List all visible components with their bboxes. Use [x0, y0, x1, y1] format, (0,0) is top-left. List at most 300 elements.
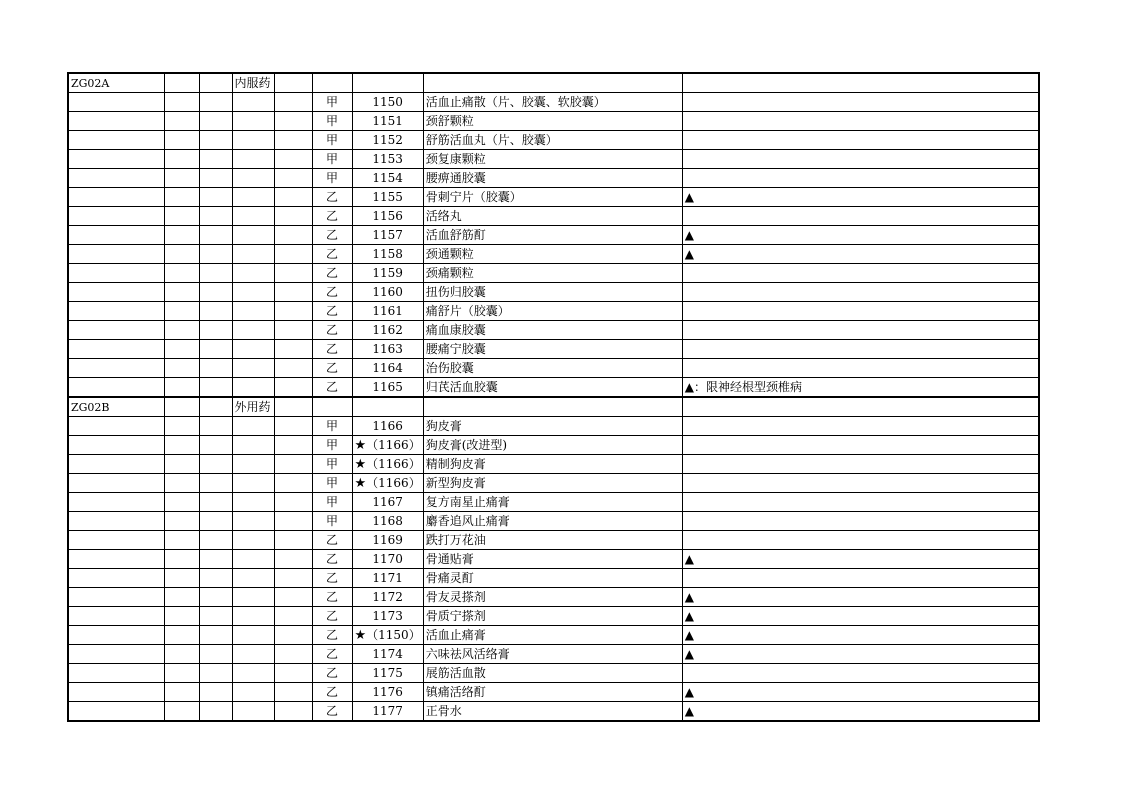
blank-cell [164, 550, 199, 569]
category-row [68, 73, 1039, 93]
category-cell [232, 588, 274, 607]
blank-cell [199, 550, 232, 569]
drug-name-cell: 颈通颗粒 [423, 245, 682, 264]
type-cell: 甲 [312, 150, 352, 169]
table-row [68, 169, 1039, 188]
type-cell: 甲 [312, 169, 352, 188]
number-cell: ★（1166） [352, 455, 423, 474]
category-cell [232, 702, 274, 722]
number-cell: 1159 [352, 264, 423, 283]
drug-name-cell: 骨质宁搽剂 [423, 607, 682, 626]
code-cell [68, 683, 164, 702]
blank-cell [164, 397, 199, 417]
drug-name-cell: 骨通贴膏 [423, 550, 682, 569]
table-row [68, 245, 1039, 264]
category-cell [232, 359, 274, 378]
table-row [68, 683, 1039, 702]
blank-cell [164, 188, 199, 207]
drug-name-cell: 跌打万花油 [423, 531, 682, 550]
number-cell: 1151 [352, 112, 423, 131]
table-row [68, 569, 1039, 588]
note-cell [682, 150, 1039, 169]
category-cell [232, 474, 274, 493]
number-cell: ★（1166） [352, 474, 423, 493]
blank-cell [199, 455, 232, 474]
blank-cell [274, 302, 312, 321]
note-cell [682, 683, 1039, 702]
category-cell [232, 645, 274, 664]
number-cell: 1171 [352, 569, 423, 588]
triangle-icon: ▲ [684, 685, 694, 699]
number-cell: 1161 [352, 302, 423, 321]
drug-name-cell: 痛舒片（胶囊） [423, 302, 682, 321]
code-cell [68, 340, 164, 359]
blank-cell [164, 283, 199, 302]
blank-cell [164, 645, 199, 664]
blank-cell [274, 321, 312, 340]
code-cell [68, 512, 164, 531]
triangle-icon: ▲ [684, 247, 694, 261]
category-cell [232, 169, 274, 188]
blank-cell [199, 436, 232, 455]
blank-cell [164, 512, 199, 531]
note-cell [682, 340, 1039, 359]
blank-cell [274, 474, 312, 493]
number-cell: 1173 [352, 607, 423, 626]
drug-name-cell: 归芪活血胶囊 [423, 378, 682, 398]
number-cell: 1174 [352, 645, 423, 664]
blank-cell [274, 226, 312, 245]
blank-cell [199, 378, 232, 398]
category-cell [232, 93, 274, 112]
blank-cell [274, 683, 312, 702]
blank-cell [164, 378, 199, 398]
category-cell [232, 188, 274, 207]
blank-cell [274, 550, 312, 569]
drug-name-cell: 六味祛风活络膏 [423, 645, 682, 664]
blank-cell [164, 569, 199, 588]
type-cell: 甲 [312, 93, 352, 112]
blank-cell [274, 702, 312, 722]
note-cell [682, 588, 1039, 607]
blank-cell [274, 207, 312, 226]
type-cell: 乙 [312, 550, 352, 569]
blank-cell [164, 340, 199, 359]
drug-name-cell: 颈舒颗粒 [423, 112, 682, 131]
code-cell [68, 474, 164, 493]
note-cell [682, 417, 1039, 436]
drug-name-cell [423, 397, 682, 417]
type-cell: 乙 [312, 226, 352, 245]
type-cell: 乙 [312, 588, 352, 607]
note-cell [682, 512, 1039, 531]
category-cell [232, 302, 274, 321]
blank-cell [274, 93, 312, 112]
number-cell: 1167 [352, 493, 423, 512]
table-row [68, 417, 1039, 436]
type-cell: 乙 [312, 664, 352, 683]
number-cell: 1162 [352, 321, 423, 340]
category-cell [232, 283, 274, 302]
blank-cell [274, 493, 312, 512]
triangle-icon: ▲ [684, 190, 694, 204]
code-cell [68, 664, 164, 683]
note-cell [682, 455, 1039, 474]
table-row [68, 474, 1039, 493]
drug-name-cell: 骨痛灵酊 [423, 569, 682, 588]
drug-name-cell: 活血舒筋酊 [423, 226, 682, 245]
code-cell [68, 188, 164, 207]
number-cell: 1152 [352, 131, 423, 150]
table-row [68, 93, 1039, 112]
blank-cell [274, 378, 312, 398]
table-row [68, 283, 1039, 302]
blank-cell [274, 73, 312, 93]
type-cell: 甲 [312, 417, 352, 436]
number-cell [352, 73, 423, 93]
category-cell [232, 264, 274, 283]
table-row [68, 626, 1039, 645]
blank-cell [274, 607, 312, 626]
table-row [68, 702, 1039, 722]
type-cell: 甲 [312, 455, 352, 474]
blank-cell [199, 417, 232, 436]
blank-cell [274, 131, 312, 150]
note-cell [682, 607, 1039, 626]
note-cell [682, 702, 1039, 722]
blank-cell [164, 245, 199, 264]
blank-cell [274, 169, 312, 188]
table-row [68, 359, 1039, 378]
note-cell [682, 302, 1039, 321]
table-row [68, 531, 1039, 550]
blank-cell [164, 112, 199, 131]
category-cell [232, 340, 274, 359]
blank-cell [164, 474, 199, 493]
triangle-icon: ▲ [684, 609, 694, 623]
table-row [68, 512, 1039, 531]
type-cell: 乙 [312, 702, 352, 722]
blank-cell [199, 245, 232, 264]
category-cell [232, 321, 274, 340]
type-cell: 乙 [312, 569, 352, 588]
type-cell: 乙 [312, 245, 352, 264]
note-cell [682, 321, 1039, 340]
blank-cell [274, 188, 312, 207]
code-cell [68, 493, 164, 512]
code-cell [68, 226, 164, 245]
drug-name-cell: 活血止痛散（片、胶囊、软胶囊） [423, 93, 682, 112]
category-cell [232, 207, 274, 226]
blank-cell [274, 455, 312, 474]
drug-name-cell: 麝香追风止痛膏 [423, 512, 682, 531]
blank-cell [274, 664, 312, 683]
type-cell: 乙 [312, 283, 352, 302]
note-cell [682, 283, 1039, 302]
blank-cell [199, 664, 232, 683]
blank-cell [164, 150, 199, 169]
table-row [68, 493, 1039, 512]
blank-cell [274, 340, 312, 359]
number-cell: 1176 [352, 683, 423, 702]
drug-name-cell: 颈复康颗粒 [423, 150, 682, 169]
note-cell [682, 112, 1039, 131]
table-row [68, 436, 1039, 455]
type-cell: 乙 [312, 607, 352, 626]
type-cell: 乙 [312, 378, 352, 398]
code-cell [68, 264, 164, 283]
note-cell [682, 474, 1039, 493]
code-cell [68, 378, 164, 398]
code-cell [68, 150, 164, 169]
blank-cell [274, 397, 312, 417]
number-cell: 1156 [352, 207, 423, 226]
number-cell: 1164 [352, 359, 423, 378]
table-row [68, 321, 1039, 340]
category-cell [232, 493, 274, 512]
blank-cell [164, 417, 199, 436]
note-cell [682, 93, 1039, 112]
blank-cell [199, 188, 232, 207]
blank-cell [199, 588, 232, 607]
number-cell: 1158 [352, 245, 423, 264]
type-cell [312, 397, 352, 417]
drug-name-cell: 腰痹通胶囊 [423, 169, 682, 188]
blank-cell [274, 569, 312, 588]
code-cell [68, 626, 164, 645]
category-cell [232, 683, 274, 702]
triangle-icon: ▲ [684, 590, 694, 604]
category-cell [232, 150, 274, 169]
triangle-icon: ▲ [684, 704, 694, 718]
note-cell [682, 73, 1039, 93]
table-body [68, 73, 1039, 721]
table-row [68, 188, 1039, 207]
code-cell: ZG02A [68, 73, 164, 93]
table-row [68, 150, 1039, 169]
number-cell: 1165 [352, 378, 423, 398]
blank-cell [164, 93, 199, 112]
note-cell [682, 226, 1039, 245]
star-icon: ★ [354, 456, 367, 472]
drug-name-cell: 展筋活血散 [423, 664, 682, 683]
code-cell [68, 702, 164, 722]
category-cell [232, 131, 274, 150]
blank-cell [274, 359, 312, 378]
drug-name-cell: 活络丸 [423, 207, 682, 226]
table-row [68, 112, 1039, 131]
drug-name-cell: 扭伤归胶囊 [423, 283, 682, 302]
type-cell: 乙 [312, 207, 352, 226]
blank-cell [164, 359, 199, 378]
code-cell [68, 112, 164, 131]
blank-cell [199, 321, 232, 340]
number-cell: 1175 [352, 664, 423, 683]
blank-cell [199, 607, 232, 626]
triangle-icon: ▲ [684, 552, 694, 566]
type-cell: 乙 [312, 626, 352, 645]
drug-name-cell: 舒筋活血丸（片、胶囊） [423, 131, 682, 150]
blank-cell [164, 626, 199, 645]
blank-cell [199, 645, 232, 664]
number-cell: 1170 [352, 550, 423, 569]
blank-cell [274, 531, 312, 550]
code-cell [68, 550, 164, 569]
code-cell [68, 169, 164, 188]
drug-name-cell: 镇痛活络酊 [423, 683, 682, 702]
blank-cell [164, 493, 199, 512]
category-cell [232, 455, 274, 474]
blank-cell [274, 512, 312, 531]
code-cell [68, 417, 164, 436]
note-cell [682, 493, 1039, 512]
code-cell [68, 436, 164, 455]
blank-cell [199, 207, 232, 226]
note-cell [682, 188, 1039, 207]
category-cell: 外用药 [232, 397, 274, 417]
number-cell: 1150 [352, 93, 423, 112]
table-row [68, 264, 1039, 283]
code-cell [68, 283, 164, 302]
note-cell [682, 264, 1039, 283]
blank-cell [164, 664, 199, 683]
blank-cell [274, 588, 312, 607]
table-row [68, 378, 1039, 398]
note-cell [682, 550, 1039, 569]
blank-cell [164, 302, 199, 321]
drug-name-cell: 狗皮膏 [423, 417, 682, 436]
code-cell [68, 455, 164, 474]
note-cell [682, 397, 1039, 417]
table-row [68, 226, 1039, 245]
note-cell [682, 131, 1039, 150]
number-cell: 1154 [352, 169, 423, 188]
code-cell [68, 359, 164, 378]
table-row [68, 302, 1039, 321]
type-cell: 甲 [312, 436, 352, 455]
drug-name-cell: 腰痛宁胶囊 [423, 340, 682, 359]
blank-cell [164, 702, 199, 722]
drug-name-cell: 颈痛颗粒 [423, 264, 682, 283]
blank-cell [274, 283, 312, 302]
drug-name-cell: 骨刺宁片（胶囊） [423, 188, 682, 207]
drug-name-cell: 骨友灵搽剂 [423, 588, 682, 607]
drug-name-cell: 复方南星止痛膏 [423, 493, 682, 512]
blank-cell [164, 131, 199, 150]
blank-cell [199, 302, 232, 321]
table-row [68, 131, 1039, 150]
blank-cell [199, 264, 232, 283]
blank-cell [199, 359, 232, 378]
blank-cell [199, 569, 232, 588]
triangle-icon: ▲ [684, 647, 694, 661]
blank-cell [164, 73, 199, 93]
category-cell [232, 664, 274, 683]
note-cell [682, 569, 1039, 588]
blank-cell [199, 226, 232, 245]
type-cell: 乙 [312, 531, 352, 550]
type-cell: 乙 [312, 321, 352, 340]
code-cell [68, 207, 164, 226]
number-cell: 1153 [352, 150, 423, 169]
blank-cell [274, 436, 312, 455]
blank-cell [164, 455, 199, 474]
number-cell: 1168 [352, 512, 423, 531]
triangle-icon: ▲ [684, 380, 694, 394]
blank-cell [164, 321, 199, 340]
type-cell: 乙 [312, 264, 352, 283]
drug-name-cell: 治伤胶囊 [423, 359, 682, 378]
note-cell [682, 531, 1039, 550]
note-cell [682, 626, 1039, 645]
code-cell: ZG02B [68, 397, 164, 417]
number-cell: 1157 [352, 226, 423, 245]
number-cell: 1160 [352, 283, 423, 302]
type-cell: 甲 [312, 112, 352, 131]
drug-name-cell: 狗皮膏(改进型) [423, 436, 682, 455]
category-cell [232, 607, 274, 626]
blank-cell [199, 93, 232, 112]
type-cell: 甲 [312, 131, 352, 150]
number-cell: 1163 [352, 340, 423, 359]
code-cell [68, 607, 164, 626]
star-icon: ★ [354, 627, 367, 643]
blank-cell [274, 264, 312, 283]
table-row [68, 340, 1039, 359]
number-cell: ★（1166） [352, 436, 423, 455]
code-cell [68, 93, 164, 112]
number-cell: 1169 [352, 531, 423, 550]
blank-cell [164, 531, 199, 550]
category-cell [232, 245, 274, 264]
blank-cell [199, 493, 232, 512]
category-cell [232, 531, 274, 550]
category-cell: 内服药 [232, 73, 274, 93]
type-cell [312, 73, 352, 93]
table-row [68, 455, 1039, 474]
drug-list-table [67, 72, 1040, 722]
category-cell [232, 512, 274, 531]
blank-cell [164, 607, 199, 626]
type-cell: 甲 [312, 493, 352, 512]
blank-cell [274, 150, 312, 169]
type-cell: 乙 [312, 683, 352, 702]
type-cell: 乙 [312, 188, 352, 207]
blank-cell [274, 645, 312, 664]
blank-cell [199, 397, 232, 417]
note-cell [682, 207, 1039, 226]
code-cell [68, 131, 164, 150]
category-cell [232, 626, 274, 645]
triangle-icon: ▲ [684, 628, 694, 642]
category-cell [232, 550, 274, 569]
table-row [68, 664, 1039, 683]
blank-cell [199, 112, 232, 131]
type-cell: 乙 [312, 645, 352, 664]
blank-cell [164, 588, 199, 607]
number-cell: ★（1150） [352, 626, 423, 645]
table-row [68, 607, 1039, 626]
blank-cell [164, 207, 199, 226]
blank-cell [199, 131, 232, 150]
number-cell: 1172 [352, 588, 423, 607]
note-cell [682, 664, 1039, 683]
blank-cell [199, 702, 232, 722]
drug-name-cell [423, 73, 682, 93]
blank-cell [199, 340, 232, 359]
note-cell [682, 436, 1039, 455]
number-cell: 1177 [352, 702, 423, 722]
